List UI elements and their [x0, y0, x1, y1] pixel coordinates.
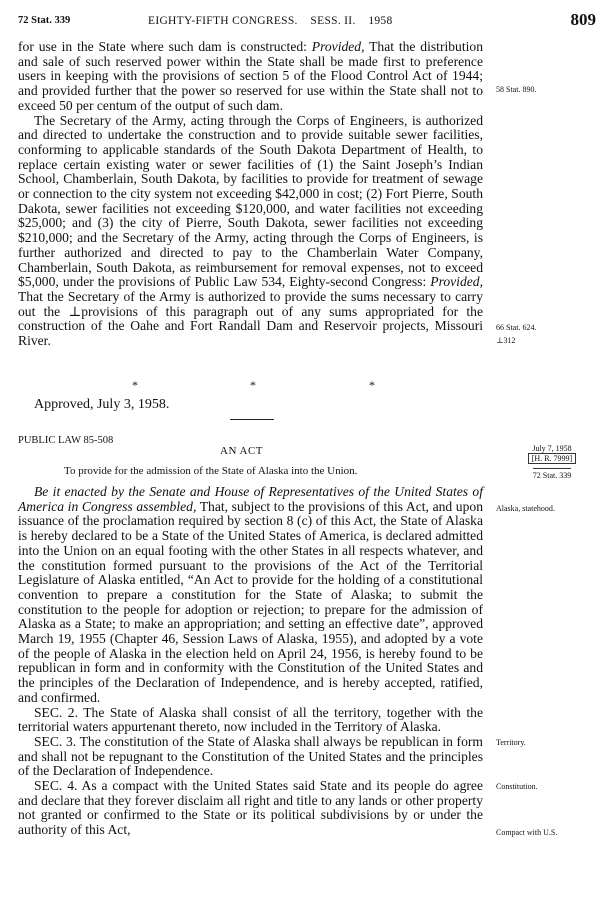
provided-italic: Provided, [430, 274, 483, 290]
margin-note-page-ref: ⊥312 [496, 336, 516, 345]
section-3: SEC. 3. The constitution of the State of Alaska shall always be republican in form and shall not be repugnant to the Constitution of the United States and the principles of the Declaration of Independence. [18, 733, 483, 779]
margin-note-constitution: Constitution. [496, 782, 538, 791]
margin-note-alaska-statehood: Alaska, statehood. [496, 504, 555, 513]
act-body [18, 485, 483, 838]
running-header [18, 10, 596, 33]
bill-number: [H. R. 7999] [528, 453, 576, 464]
public-law-number: PUBLIC LAW 85-508 [18, 435, 114, 446]
margin-note-stat-890: 58 Stat. 890. [496, 85, 537, 94]
section-4: SEC. 4. As a compact with the United States said State and its people do agree and declare that they forever disclaim all right and title to any lands or other property not granted or confirmed to the State or its political subdivisions by or under the authority of this Act, [18, 778, 483, 838]
asterisk: * [250, 378, 256, 392]
provided-italic: Provided, [311, 39, 365, 54]
section-break-asterisks [0, 378, 483, 392]
bill-reference-box [502, 444, 602, 480]
asterisk: * [369, 378, 375, 392]
page-number: 809 [570, 10, 596, 29]
continued-section [18, 40, 483, 349]
divider-rule [230, 419, 274, 420]
asterisk: * [132, 378, 138, 392]
approved-date: Approved, July 3, 1958. [34, 397, 170, 412]
bill-date: July 7, 1958 [532, 444, 572, 453]
act-title: To provide for the admission of the State of Alaska into the Union. [64, 465, 358, 477]
margin-note-territory: Territory. [496, 738, 526, 747]
section-2: SEC. 2. The State of Alaska shall consist of all the territory, together with the territorial waters appurtenant thereto, now included in the Territory of Alaska. [18, 704, 483, 735]
paragraph-sewer-facilities: The Secretary of the Army, acting through the Corps of Engineers, is authorized and directed to undertake the construction and to provide suitable sewer facilities, conforming to applicable standards of the South Dakota Department of Health, to replace certain existing water or sewer facilities of (1) the Saint Joseph’s Indian School, Chamberlain, South Dakota, by facilities to provide for treatment of sewage or connection to the city system not exceeding $42,000 in cost; (2) Fort Pierre, South Dakota, sewer facilities not exceeding $120,000, and water facilities not exceeding $25,000; and (3) the city of Pierre, South Dakota, sewer facilities not exceeding $210,000; and the Secretary of the Army, acting through the Corps of Engineers, is further authorized and directed to pay to the Chamberlain Water Company, Chamberlain, South Dakota, as reimbursement for removal expenses, not to exceed $5,000, under the provisions of Public Law 534, Eighty-second Congress: Provided, That the Secretary of the Army is authorized to provide the sums necessary to carry out the ⊥provisions of this paragraph out of any sums appropriated for the construction of the Oahe and Fort Randall Dam and Reservoir projects, Missouri River. [18, 112, 483, 349]
an-act-heading: AN ACT [220, 445, 264, 457]
enacting-formula: Be it enacted by the Senate and House of Representatives of the United States of America in Congress assembled, [18, 484, 483, 514]
margin-note-compact: Compact with U.S. [496, 828, 558, 837]
header-congress-session: EIGHTY-FIFTH CONGRESS. SESS. II. 1958 [148, 15, 393, 27]
enacting-clause: Be it enacted by the Senate and House of Representatives of the United States of America in Congress assembled, That, subject to the provisions of this Act, and upon issuance of the proclamation required by section 8 (c) of this Act, the State of Alaska is hereby declared to be a State of the United States of America, is declared admitted into the Union on an equal footing with the other States in all respects whatever, and the constitution formed pursuant to the provisions of the Act of the Territorial Legislature of Alaska entitled, “An Act to provide for the holding of a constitutional convention to prepare a constitution for the State of Alaska; to submit the constitution to the people for adoption or rejection; to prepare for the admission of Alaska as a State; to make an appropriation; and setting an effective date”, approved March 19, 1955 (Chapter 46, Session Laws of Alaska, 1955), and adopted by a vote of the people of Alaska in the election held on April 24, 1956, is hereby found to be republican in form and in conformity with the Constitution of the United States and the principles of the Declaration of Independence, and is hereby accepted, ratified, and confirmed. [18, 484, 483, 705]
header-statute-ref: 72 Stat. 339 [18, 15, 71, 26]
margin-note-stat-624: 66 Stat. 624. [496, 323, 537, 332]
bill-statute: 72 Stat. 339 [533, 468, 571, 480]
paragraph-dam-power: for use in the State where such dam is constructed: Provided, That the distribution and sale of such reserved power within the State shall be made first to preference users in keeping with the provisions of section 5 of the Flood Control Act of 1944; and provided further that the power so reserved for use within the State shall not to exceed 50 per centum of the output of such dam. [18, 39, 483, 113]
